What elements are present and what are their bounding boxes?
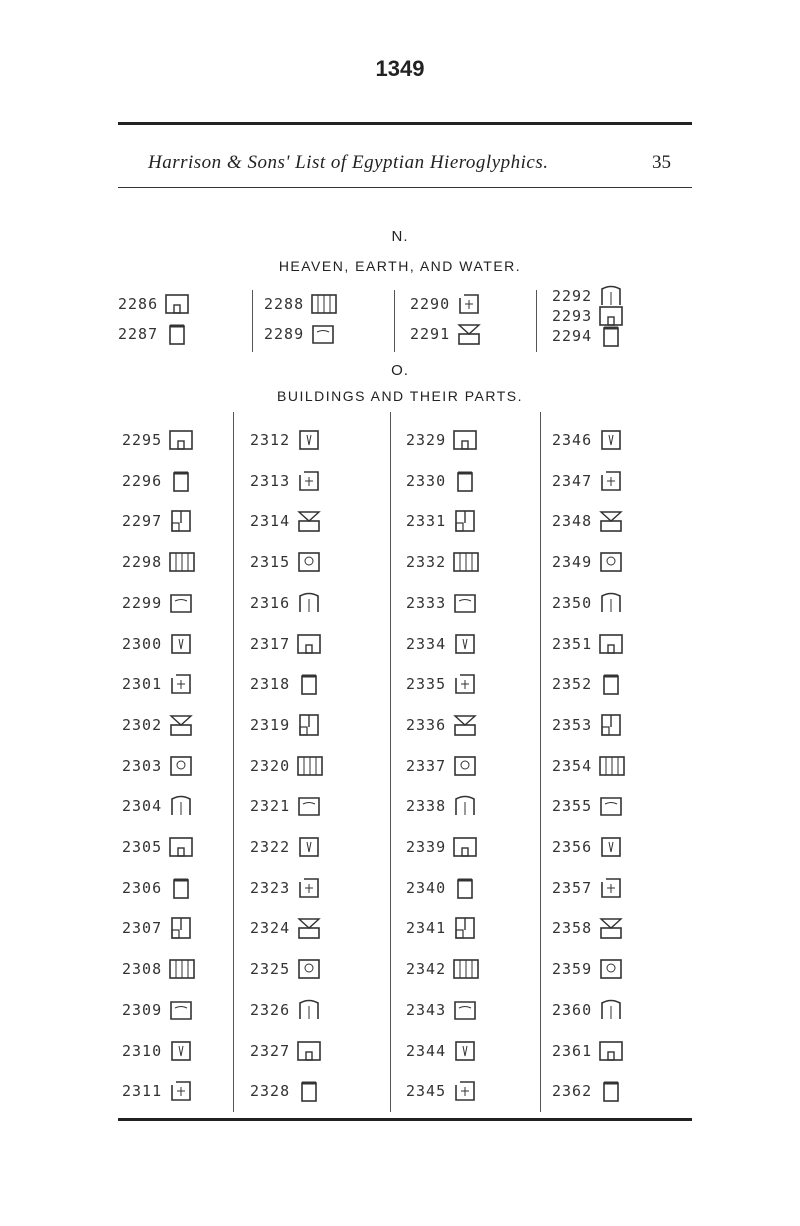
entry-number: 2335: [406, 675, 447, 694]
hieroglyph-icon: [452, 835, 480, 859]
entry-number: 2301: [122, 675, 163, 694]
rect-hatched-icon: [310, 292, 338, 316]
list-item: [552, 1039, 626, 1063]
entry-number: 2362: [552, 1082, 593, 1101]
hieroglyph-icon: [168, 509, 196, 533]
entry-number: 2310: [122, 1041, 163, 1060]
hieroglyph-icon: [598, 1039, 626, 1063]
hieroglyph-icon: [452, 632, 480, 656]
list-item: [406, 998, 480, 1022]
hieroglyph-icon: [598, 713, 626, 737]
entry-number: 2353: [552, 715, 593, 734]
entry-number: 2355: [552, 797, 593, 816]
entry-number: 2348: [552, 512, 593, 531]
section-o-letter: O.: [391, 362, 409, 379]
hieroglyph-icon: [168, 632, 196, 656]
list-item: [552, 509, 626, 533]
entry-number: 2328: [250, 1082, 291, 1101]
list-item: [552, 672, 626, 696]
list-item: [122, 591, 196, 615]
list-item: [250, 1039, 324, 1063]
hieroglyph-icon: [452, 713, 480, 737]
list-item: [250, 916, 324, 940]
header-rule: [118, 187, 692, 188]
entry-number: 2319: [250, 715, 291, 734]
list-item: [552, 876, 626, 900]
entry-number: 2290: [410, 295, 451, 313]
list-item: [250, 754, 324, 778]
hieroglyph-icon: [296, 835, 324, 859]
list-item: [118, 292, 192, 316]
list-item: [122, 509, 196, 533]
hieroglyph-icon: [168, 957, 196, 981]
list-item: [406, 794, 480, 818]
hieroglyph-icon: [296, 550, 324, 574]
entry-number: 2333: [406, 593, 447, 612]
list-item: [552, 1079, 626, 1103]
list-item: [122, 469, 196, 493]
hieroglyph-icon: [296, 632, 324, 656]
entry-number: 2304: [122, 797, 163, 816]
entry-number: 2313: [250, 471, 291, 490]
entry-number: 2325: [250, 960, 291, 979]
hieroglyph-icon: [296, 1079, 324, 1103]
entry-number: 2339: [406, 838, 447, 856]
list-item: [406, 509, 480, 533]
list-item: [406, 632, 480, 656]
hieroglyph-icon: [598, 672, 626, 696]
entry-number: 2311: [122, 1082, 163, 1101]
list-item: [406, 1039, 480, 1063]
list-item: [250, 1079, 324, 1103]
entry-number: 2303: [122, 756, 163, 775]
entry-number: 2300: [122, 634, 163, 653]
hieroglyph-icon: [452, 794, 480, 818]
hieroglyph-icon: [296, 794, 324, 818]
n-divider-1: [252, 290, 253, 352]
o-divider-2: [390, 412, 391, 1112]
list-item: [250, 957, 324, 981]
list-item: [552, 916, 626, 940]
hieroglyph-icon: [598, 632, 626, 656]
hieroglyph-icon: [598, 998, 626, 1022]
hieroglyph-icon: [168, 591, 196, 615]
entry-number: 2324: [250, 919, 291, 938]
hieroglyph-icon: [168, 550, 196, 574]
n-divider-3: [536, 290, 537, 352]
entry-number: 2289: [264, 325, 305, 343]
hieroglyph-icon: [168, 713, 196, 737]
list-item: [250, 591, 324, 615]
list-item: [406, 591, 480, 615]
entry-number: 2342: [406, 960, 447, 979]
entry-number: 2349: [552, 553, 593, 572]
entry-number: 2286: [118, 295, 159, 313]
hieroglyph-icon: [168, 754, 196, 778]
list-item: [552, 591, 626, 615]
hieroglyph-icon: [296, 916, 324, 940]
list-item: [122, 835, 196, 859]
list-item: [406, 1079, 480, 1103]
entry-number: 2322: [250, 838, 291, 856]
list-item: [552, 957, 626, 981]
hieroglyph-icon: [452, 754, 480, 778]
list-item: [552, 632, 626, 656]
list-item: [122, 428, 196, 452]
entry-number: 2307: [122, 919, 163, 938]
entry-number: 2327: [250, 1041, 291, 1060]
hieroglyph-icon: [598, 1079, 626, 1103]
list-item: [410, 322, 484, 346]
entry-number: 2312: [250, 431, 291, 449]
hieroglyph-icon: [168, 1079, 196, 1103]
entry-number: 2329: [406, 431, 447, 449]
hieroglyph-icon: [168, 794, 196, 818]
entry-number: 2360: [552, 1000, 593, 1019]
hieroglyph-icon: [296, 713, 324, 737]
list-item: [552, 550, 626, 574]
list-item: [552, 998, 626, 1022]
entry-number: 2332: [406, 553, 447, 572]
o-divider-1: [233, 412, 234, 1112]
list-item: [122, 1039, 196, 1063]
section-n-title: HEAVEN, EARTH, AND WATER.: [278, 258, 522, 274]
hieroglyph-icon: [452, 509, 480, 533]
entry-number: 2361: [552, 1041, 593, 1060]
entry-number: 2343: [406, 1000, 447, 1019]
entry-number: 2345: [406, 1082, 447, 1101]
list-item: [122, 672, 196, 696]
hieroglyph-icon: [452, 876, 480, 900]
list-item: [406, 754, 480, 778]
list-item: [552, 324, 626, 348]
list-item: [264, 322, 338, 346]
entry-number: 2293: [552, 307, 593, 325]
hieroglyph-icon: [168, 428, 196, 452]
list-item: [250, 509, 324, 533]
entry-number: 2357: [552, 878, 593, 897]
hieroglyph-icon: [452, 1079, 480, 1103]
entry-number: 2347: [552, 471, 593, 490]
hieroglyph-icon: [452, 591, 480, 615]
list-item: [406, 469, 480, 493]
entry-number: 2297: [122, 512, 163, 531]
entry-number: 2295: [122, 431, 163, 449]
entry-number: 2299: [122, 593, 163, 612]
hieroglyph-icon: [168, 1039, 196, 1063]
entry-number: 2308: [122, 960, 163, 979]
entry-number: 2337: [406, 756, 447, 775]
list-item: [122, 957, 196, 981]
hieroglyph-icon: [296, 998, 324, 1022]
entry-number: 2330: [406, 471, 447, 490]
list-item: [122, 550, 196, 574]
hieroglyph-icon: [296, 469, 324, 493]
hieroglyph-icon: [168, 998, 196, 1022]
hieroglyph-icon: [598, 835, 626, 859]
hatched-bar-icon: [598, 324, 626, 348]
entry-number: 2350: [552, 593, 593, 612]
list-item: [250, 794, 324, 818]
list-item: [122, 713, 196, 737]
hieroglyph-icon: [598, 794, 626, 818]
entry-number: 2288: [264, 295, 305, 313]
list-item: [264, 292, 338, 316]
list-item: [122, 632, 196, 656]
list-item: [250, 632, 324, 656]
list-item: [250, 713, 324, 737]
hieroglyph-icon: [452, 550, 480, 574]
section-o-title: BUILDINGS AND THEIR PARTS.: [277, 388, 523, 404]
entry-number: 2334: [406, 634, 447, 653]
entry-number: 2356: [552, 838, 593, 856]
hieroglyph-icon: [452, 1039, 480, 1063]
entry-number: 2323: [250, 878, 291, 897]
entry-number: 2344: [406, 1041, 447, 1060]
water-icon: [456, 322, 484, 346]
list-item: [406, 672, 480, 696]
entry-number: 2298: [122, 553, 163, 572]
hieroglyph-icon: [452, 672, 480, 696]
entry-number: 2306: [122, 878, 163, 897]
hieroglyph-icon: [168, 916, 196, 940]
entry-number: 2287: [118, 325, 159, 343]
entry-number: 2358: [552, 919, 593, 938]
header-title: Harrison & Sons' List of Egyptian Hieroglyphics.: [148, 152, 549, 173]
entry-number: 2340: [406, 878, 447, 897]
entry-number: 2315: [250, 553, 291, 572]
o-divider-3: [540, 412, 541, 1112]
page-number: 1349: [375, 56, 425, 81]
hieroglyph-icon: [168, 672, 196, 696]
entry-number: 2318: [250, 675, 291, 694]
hieroglyph-icon: [296, 957, 324, 981]
list-item: [406, 550, 480, 574]
hieroglyph-icon: [452, 916, 480, 940]
list-item: [122, 754, 196, 778]
entry-number: 2305: [122, 838, 163, 856]
list-item: [250, 428, 324, 452]
entry-number: 2316: [250, 593, 291, 612]
list-item: [406, 876, 480, 900]
list-item: [250, 876, 324, 900]
entry-number: 2326: [250, 1000, 291, 1019]
entry-number: 2346: [552, 431, 593, 449]
hieroglyph-icon: [296, 754, 324, 778]
hieroglyph-icon: [296, 509, 324, 533]
entry-number: 2296: [122, 471, 163, 490]
list-item: [250, 550, 324, 574]
entry-number: 2331: [406, 512, 447, 531]
list-item: [250, 835, 324, 859]
circle-post-icon: [456, 292, 484, 316]
section-n-letter: N.: [391, 228, 409, 245]
list-item: [122, 916, 196, 940]
hieroglyph-icon: [452, 957, 480, 981]
list-item: [122, 1079, 196, 1103]
list-item: [410, 292, 484, 316]
hieroglyph-icon: [452, 428, 480, 452]
hieroglyph-icon: [296, 1039, 324, 1063]
entry-number: 2309: [122, 1000, 163, 1019]
hieroglyph-icon: [598, 754, 626, 778]
hieroglyph-icon: [452, 998, 480, 1022]
list-item: [406, 957, 480, 981]
entry-number: 2351: [552, 634, 593, 653]
entry-number: 2294: [552, 327, 593, 345]
n-divider-2: [394, 290, 395, 352]
frame-icon: [164, 292, 192, 316]
hieroglyph-icon: [598, 428, 626, 452]
hieroglyph-icon: [296, 876, 324, 900]
hieroglyph-icon: [168, 876, 196, 900]
hieroglyph-icon: [168, 469, 196, 493]
bars-icon: [164, 322, 192, 346]
hieroglyph-icon: [598, 550, 626, 574]
hieroglyph-icon: [296, 591, 324, 615]
entry-number: 2341: [406, 919, 447, 938]
hieroglyph-icon: [168, 835, 196, 859]
entry-number: 2354: [552, 756, 593, 775]
list-item: [250, 469, 324, 493]
list-item: [406, 713, 480, 737]
hieroglyph-icon: [598, 509, 626, 533]
list-item: [250, 998, 324, 1022]
list-item: [122, 794, 196, 818]
hieroglyph-icon: [598, 916, 626, 940]
hieroglyph-icon: [598, 469, 626, 493]
list-item: [122, 998, 196, 1022]
entry-number: 2292: [552, 287, 593, 305]
list-item: [122, 876, 196, 900]
list-item: [406, 835, 480, 859]
list-item: [552, 713, 626, 737]
list-item: [118, 322, 192, 346]
entry-number: 2321: [250, 797, 291, 816]
list-item: [250, 672, 324, 696]
header-folio: 35: [652, 152, 671, 173]
hieroglyph-icon: [296, 428, 324, 452]
hieroglyph-icon: [598, 957, 626, 981]
entry-number: 2291: [410, 325, 451, 343]
entry-number: 2302: [122, 715, 163, 734]
list-item: [552, 469, 626, 493]
hieroglyph-icon: [452, 469, 480, 493]
dome-icon: [310, 322, 338, 346]
entry-number: 2314: [250, 512, 291, 531]
entry-number: 2359: [552, 960, 593, 979]
list-item: [552, 754, 626, 778]
entry-number: 2336: [406, 715, 447, 734]
entry-number: 2352: [552, 675, 593, 694]
list-item: [406, 916, 480, 940]
hieroglyph-icon: [598, 876, 626, 900]
list-item: [406, 428, 480, 452]
list-item: [552, 428, 626, 452]
entry-number: 2320: [250, 756, 291, 775]
list-item: [552, 794, 626, 818]
entry-number: 2317: [250, 634, 291, 653]
list-item: [552, 835, 626, 859]
hieroglyph-icon: [598, 591, 626, 615]
entry-number: 2338: [406, 797, 447, 816]
hieroglyph-icon: [296, 672, 324, 696]
